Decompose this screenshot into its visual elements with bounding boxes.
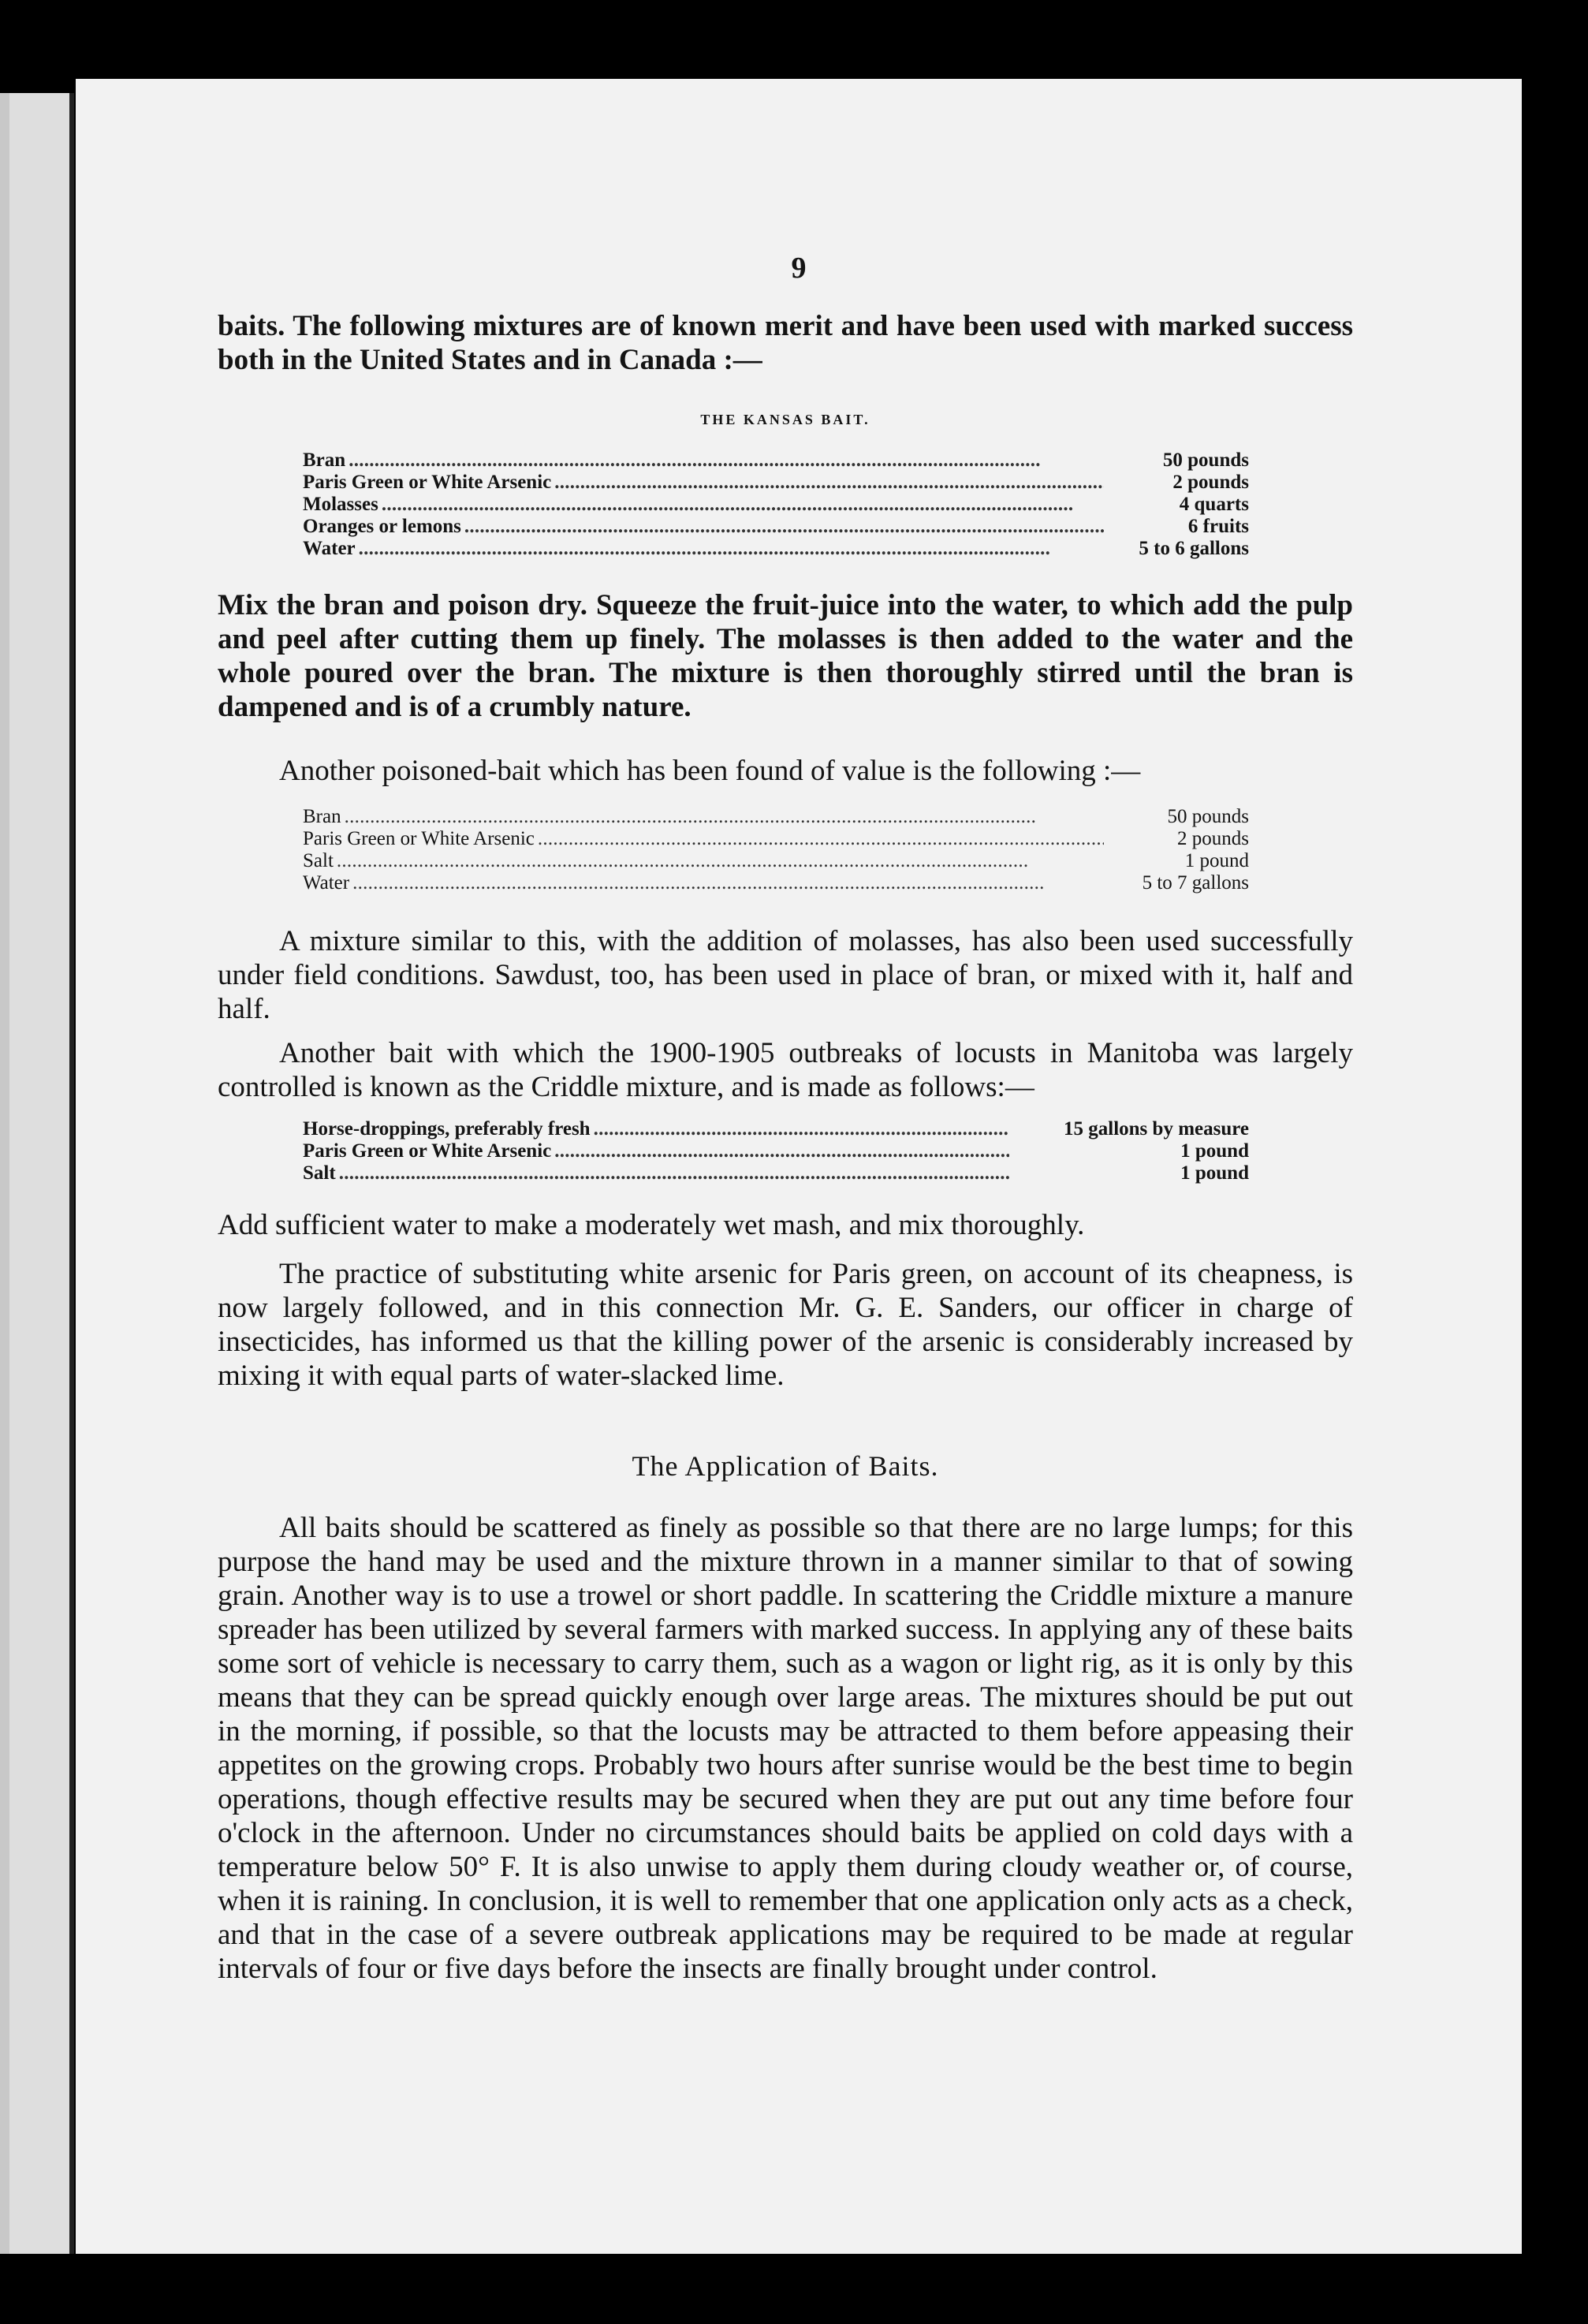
ingredient-name: Salt — [303, 1162, 336, 1184]
document-page — [76, 79, 1522, 2254]
kansas-instructions: Mix the bran and poison dry. Squeeze the fruit-juice into the water, to which add the pulp and peel after cutting them up finely. The molasses is then added to the water and the whole poured over the bran. The mixture is then thoroughly stirred until the bran is dampened and is of a crumbly nature. — [218, 589, 1353, 723]
ingredient-quantity: 1 pound — [1184, 850, 1249, 871]
kansas-bait-heading: THE KANSAS BAIT. — [700, 412, 870, 427]
recipe-row — [303, 450, 1249, 472]
arsenic-paragraph: The practice of substituting white arsenic for Paris green, on account of its cheapness, is now largely followed, and in this connection Mr. G. E. Sanders, our officer in charge of insecticides, has informed us that the killing power of the arsenic is considerably increased by mixing it with equal parts of water-slacked lime. — [218, 1258, 1353, 1392]
ingredient-quantity: 5 to 6 gallons — [1139, 538, 1249, 559]
recipe-row — [303, 1118, 1249, 1140]
leader-dots — [337, 850, 1104, 872]
intro-block — [218, 309, 1353, 377]
ingredient-name: Horse-droppings, preferably fresh — [303, 1118, 591, 1140]
kansas-bait-section — [218, 412, 1353, 428]
recipe-row — [303, 850, 1249, 872]
ingredient-quantity: 2 pounds — [1172, 472, 1249, 493]
application-text-block — [218, 1511, 1353, 1986]
ingredient-name: Paris Green or White Arsenic — [303, 828, 535, 849]
recipe-row — [303, 472, 1249, 494]
recipe-row — [303, 516, 1249, 538]
recipe-row — [303, 538, 1249, 560]
leader-dots — [359, 538, 1104, 560]
leader-dots — [349, 450, 1104, 472]
ingredient-name: Water — [303, 872, 350, 893]
criddle-instructions-block — [218, 1208, 1353, 1242]
ingredient-name: Bran — [303, 806, 341, 827]
ingredient-quantity: 15 gallons by measure — [1064, 1118, 1249, 1140]
second-bait-intro: Another poisoned-bait which has been found of value is the following :— — [279, 755, 1141, 787]
ingredient-name: Paris Green or White Arsenic — [303, 472, 552, 493]
left-page-margin — [0, 93, 74, 2254]
ingredient-quantity: 2 pounds — [1177, 828, 1249, 849]
ingredient-quantity: 50 pounds — [1162, 450, 1249, 471]
leader-dots — [352, 872, 1104, 894]
criddle-block — [218, 1036, 1353, 1104]
recipe-row — [303, 872, 1249, 894]
leader-dots — [538, 828, 1104, 850]
leader-dots — [554, 472, 1104, 494]
ingredient-quantity: 1 pound — [1180, 1162, 1249, 1184]
second-bait-block — [218, 754, 1353, 788]
leader-dots — [339, 1162, 1009, 1184]
ingredient-name: Bran — [303, 450, 346, 471]
recipe-row — [303, 1162, 1249, 1184]
ingredient-name: Water — [303, 538, 356, 559]
recipe-row — [303, 494, 1249, 516]
application-paragraph: All baits should be scattered as finely as possible so that there are no large lumps; for this purpose the hand may be used and the mixture thrown in a manner similar to that of sowing grain. Another way is to use a trowel or short paddle. In scattering the Criddle mixture a manure spreader has been utilized by several farmers with marked success. In applying any of these baits some sort of vehicle is necessary to carry them, such as a wagon or light rig, as it is only by this means that they can be spread quickly enough over large areas. The mixtures should be put out in the morning, if possible, so that the locusts may be attracted to them before appeasing their appetites on the growing crops. Probably two hours after sunrise would be the best time to begin operations, though effective results may be secured when they are put out any time before four o'clock in the afternoon. Under no circumstances should baits be applied on cold days with a temperature below 50° F. It is also unwise to apply them during cloudy weather or, of course, when it is raining. In conclusion, it is well to remember that one application only acts as a check, and that in the case of a severe outbreak applications may be required to be made at regular intervals of four or five days before the insects are finally brought under control. — [218, 1512, 1353, 1985]
leader-dots — [464, 516, 1104, 538]
recipe-row — [303, 828, 1249, 850]
ingredient-name: Paris Green or White Arsenic — [303, 1140, 552, 1162]
criddle-intro: Another bait with which the 1900-1905 outbreaks of locusts in Manitoba was largely controlled is known as the Criddle mixture, and is made as follows:— — [218, 1037, 1353, 1103]
criddle-instructions: Add sufficient water to make a moderately wet mash, and mix thoroughly. — [218, 1209, 1085, 1241]
ingredient-name: Molasses — [303, 494, 378, 515]
ingredient-quantity: 50 pounds — [1167, 806, 1249, 827]
left-page-edge — [0, 93, 9, 2254]
leader-dots — [594, 1118, 1009, 1140]
criddle-recipe-list — [303, 1118, 1249, 1184]
kansas-instructions-block — [218, 588, 1353, 724]
ingredient-quantity: 5 to 7 gallons — [1142, 872, 1249, 893]
intro-paragraph: baits. The following mixtures are of known merit and have been used with marked success both in the United States and in Canada :— — [218, 310, 1353, 376]
leader-dots — [554, 1140, 1009, 1162]
application-heading-block — [218, 1449, 1353, 1483]
second-note-block — [218, 924, 1353, 1026]
ingredient-quantity: 4 quarts — [1179, 494, 1249, 515]
second-bait-note: A mixture similar to this, with the addition of molasses, has also been used successfully under field conditions. Sawdust, too, has been used in place of bran, or mixed with it, half and half. — [218, 925, 1353, 1025]
ingredient-quantity: 6 fruits — [1187, 516, 1249, 537]
kansas-recipe-list — [303, 450, 1249, 560]
leader-dots — [382, 494, 1104, 516]
ingredient-name: Salt — [303, 850, 334, 871]
ingredient-quantity: 1 pound — [1180, 1140, 1249, 1162]
ingredient-name: Oranges or lemons — [303, 516, 461, 537]
arsenic-block — [218, 1257, 1353, 1393]
leader-dots — [345, 806, 1104, 828]
recipe-row — [303, 806, 1249, 828]
page-number: 9 — [791, 252, 807, 285]
application-heading: The Application of Baits. — [632, 1450, 939, 1482]
recipe-row — [303, 1140, 1249, 1162]
second-recipe-list — [303, 806, 1249, 894]
